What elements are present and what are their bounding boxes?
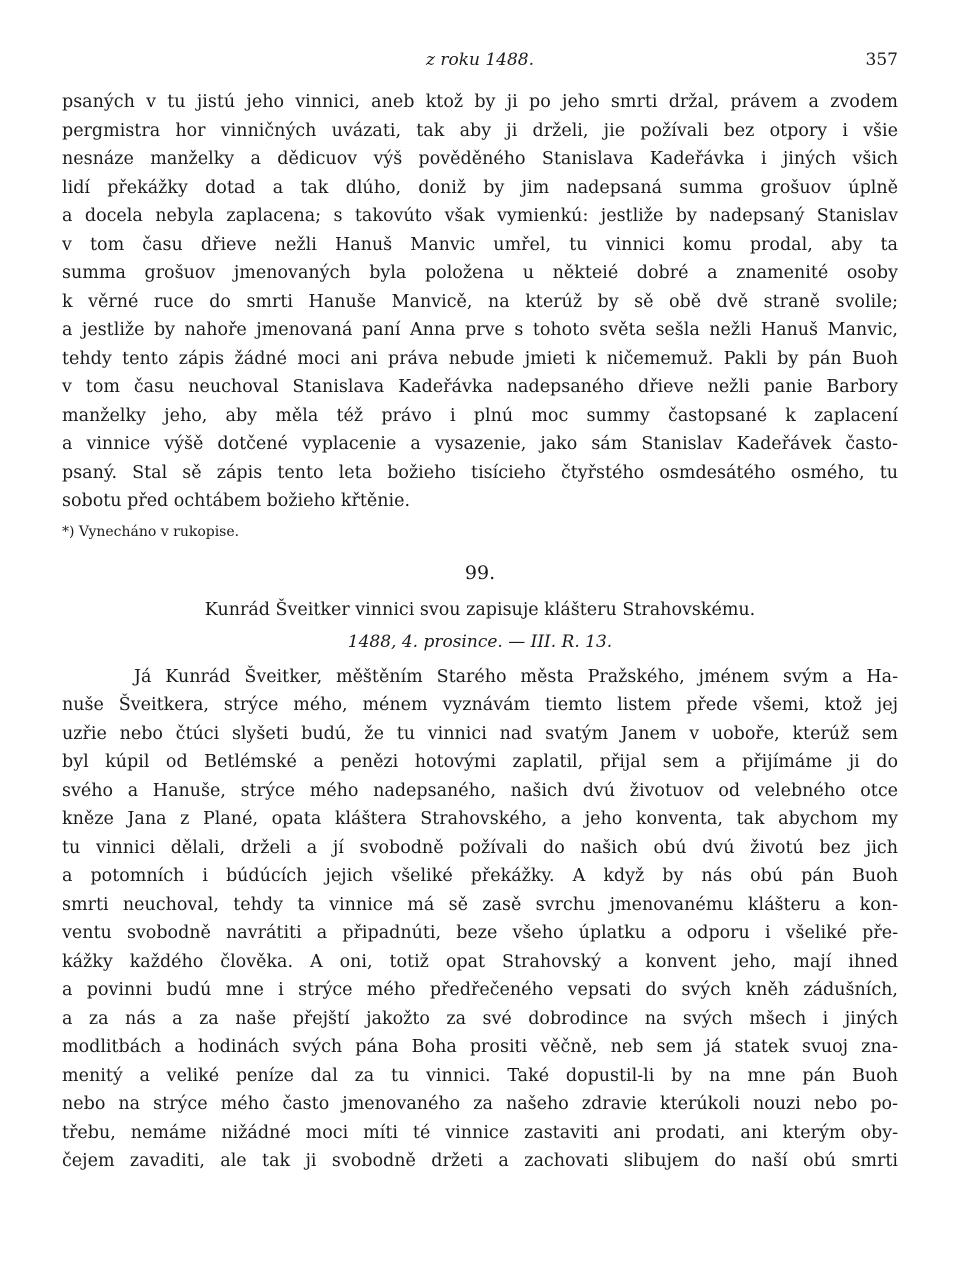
- text-line: v tom času dřieve nežli Hanuš Manvic umřel, tu vinnici komu prodal, aby ta: [62, 234, 898, 255]
- text-line: kážky každého člověka. A oni, totiž opat Strahovský a konvent jeho, mají ihned: [62, 951, 898, 972]
- text-line: nesnáze manželky a dědicuov výš pověděného Stanislava Kadeřávka i jiných všich: [62, 149, 898, 169]
- text-line: byl kúpil od Betlémské a penězi hotovými zaplatil, přijal sem a přijímáme ji do: [62, 752, 898, 772]
- running-head: [62, 50, 898, 80]
- text-line: psaných v tu jistú jeho vinnici, aneb ktož by ji po jeho smrti držal, právem a zvodem: [62, 92, 898, 112]
- text-line: třebu, nemáme nižádné moci míti té vinnice zastaviti ani prodati, ani kterým oby-: [62, 1122, 898, 1143]
- text-line: tehdy tento zápis žádné moci ani práva nebude jmieti k ničememuž. Pakli by pán Buoh: [62, 348, 898, 369]
- document-page: [62, 50, 898, 1176]
- text-line: a povinni budú mne i strýce mého předřečeného vepsati do svých kněh zádušních,: [62, 980, 898, 1000]
- text-line: a potomních i búdúcích jejich všeliké překážky. A když by nás obú pán Buoh: [62, 866, 898, 886]
- text-line: Já Kunrád Šveitker, měštěním Starého města Pražského, jménem svým a Ha-: [134, 666, 898, 687]
- document-number: 99.: [464, 561, 496, 584]
- text-line: ventu svobodně navrátiti a připadnúti, beze všeho úplatku a odporu i všeliké pře-: [62, 923, 898, 943]
- text-line: kněze Jana z Plané, opata kláštera Strahovského, a jeho konventa, tak abychom my: [62, 809, 898, 829]
- text-line: sobotu před ochtábem božieho křtěnie.: [62, 491, 411, 511]
- text-line: nebo na strýce mého často jmenovaného za našeho zdravie kterúkoli nouzi nebo po-: [62, 1094, 898, 1114]
- text-line: a docela nebyla zaplacena; s takovúto však vymienkú: jestliže by nadepsaný Stanislav: [62, 206, 898, 226]
- running-title: z roku 1488.: [425, 50, 535, 70]
- text-line: čejem zavaditi, ale tak ji svobodně držeti a zachovati slibujem do naší obú smrti: [62, 1151, 898, 1171]
- text-line: psaný. Stal sě zápis tento leta božieho tisícieho čtyřstého osmdesátého osmého, tu: [62, 462, 898, 483]
- footnote: *) Vynecháno v rukopise.: [62, 523, 240, 540]
- text-line: uzřie nebo čtúci slyšeti budú, že tu vinnici nad svatým Janem v uoboře, kterúž sem: [62, 723, 898, 744]
- text-line: a za nás a za naše přejští jakožto za své dobrodince na svých mšech i jiných: [62, 1008, 898, 1029]
- text-line: smrti neuchoval, tehdy ta vinnice má sě zasě svrchu jmenovanému klášteru a kon-: [62, 894, 898, 915]
- document-date: 1488, 4. prosince. — III. R. 13.: [347, 631, 613, 652]
- text-line: lidí překážky dotad a tak dlúho, doniž by jim nadepsaná summa grošuov úplně: [62, 177, 898, 198]
- text-line: a jestliže by nahoře jmenovaná paní Anna prve s tohoto světa sešla nežli Hanuš Manvic,: [62, 320, 898, 340]
- text-line: v tom času neuchoval Stanislava Kadeřávka nadepsaného dřieve nežli panie Barbory: [62, 377, 898, 397]
- text-line: summa grošuov jmenovaných byla položena u někteié dobré a znamenité osoby: [62, 263, 898, 283]
- text-line: tu vinnici dělali, drželi a jí svobodně požívali do našich obú dvú životú bez jich: [62, 837, 898, 858]
- text-line: pergmistra hor vinničných uvázati, tak aby ji drželi, jie požívali bez otpory i všie: [62, 120, 898, 141]
- text-line: manželky jeho, aby měla též právo i plnú moc summy častopsané k zaplacení: [62, 405, 898, 426]
- text-line: svého a Hanuše, strýce mého nadepsaného, našich dvú životuov od velebného otce: [62, 780, 898, 801]
- text-line: menitý a veliké peníze dal za tu vinnici. Také dopustil-li by na mne pán Buoh: [62, 1065, 898, 1086]
- text-line: k věrné ruce do smrti Hanuše Manvicě, na kterúž by sě obě dvě straně svolile;: [62, 291, 898, 312]
- text-line: nuše Šveitkera, strýce mého, ménem vyznávám tiemto listem přede všemi, ktož jej: [62, 695, 898, 715]
- document-body: [62, 663, 898, 1176]
- text-line: a vinnice výšě dotčené vyplacenie a vysazenie, jako sám Stanislav Kadeřávek často-: [62, 434, 898, 454]
- continuation-paragraph: [62, 88, 898, 516]
- document-title: Kunrád Šveitker vinnici svou zapisuje klášteru Strahovskému.: [204, 599, 756, 620]
- text-line: modlitbách a hodinách svých pána Boha prositi věčně, neb sem já statek svuoj zna-: [62, 1037, 898, 1057]
- page-number: 357: [865, 50, 898, 70]
